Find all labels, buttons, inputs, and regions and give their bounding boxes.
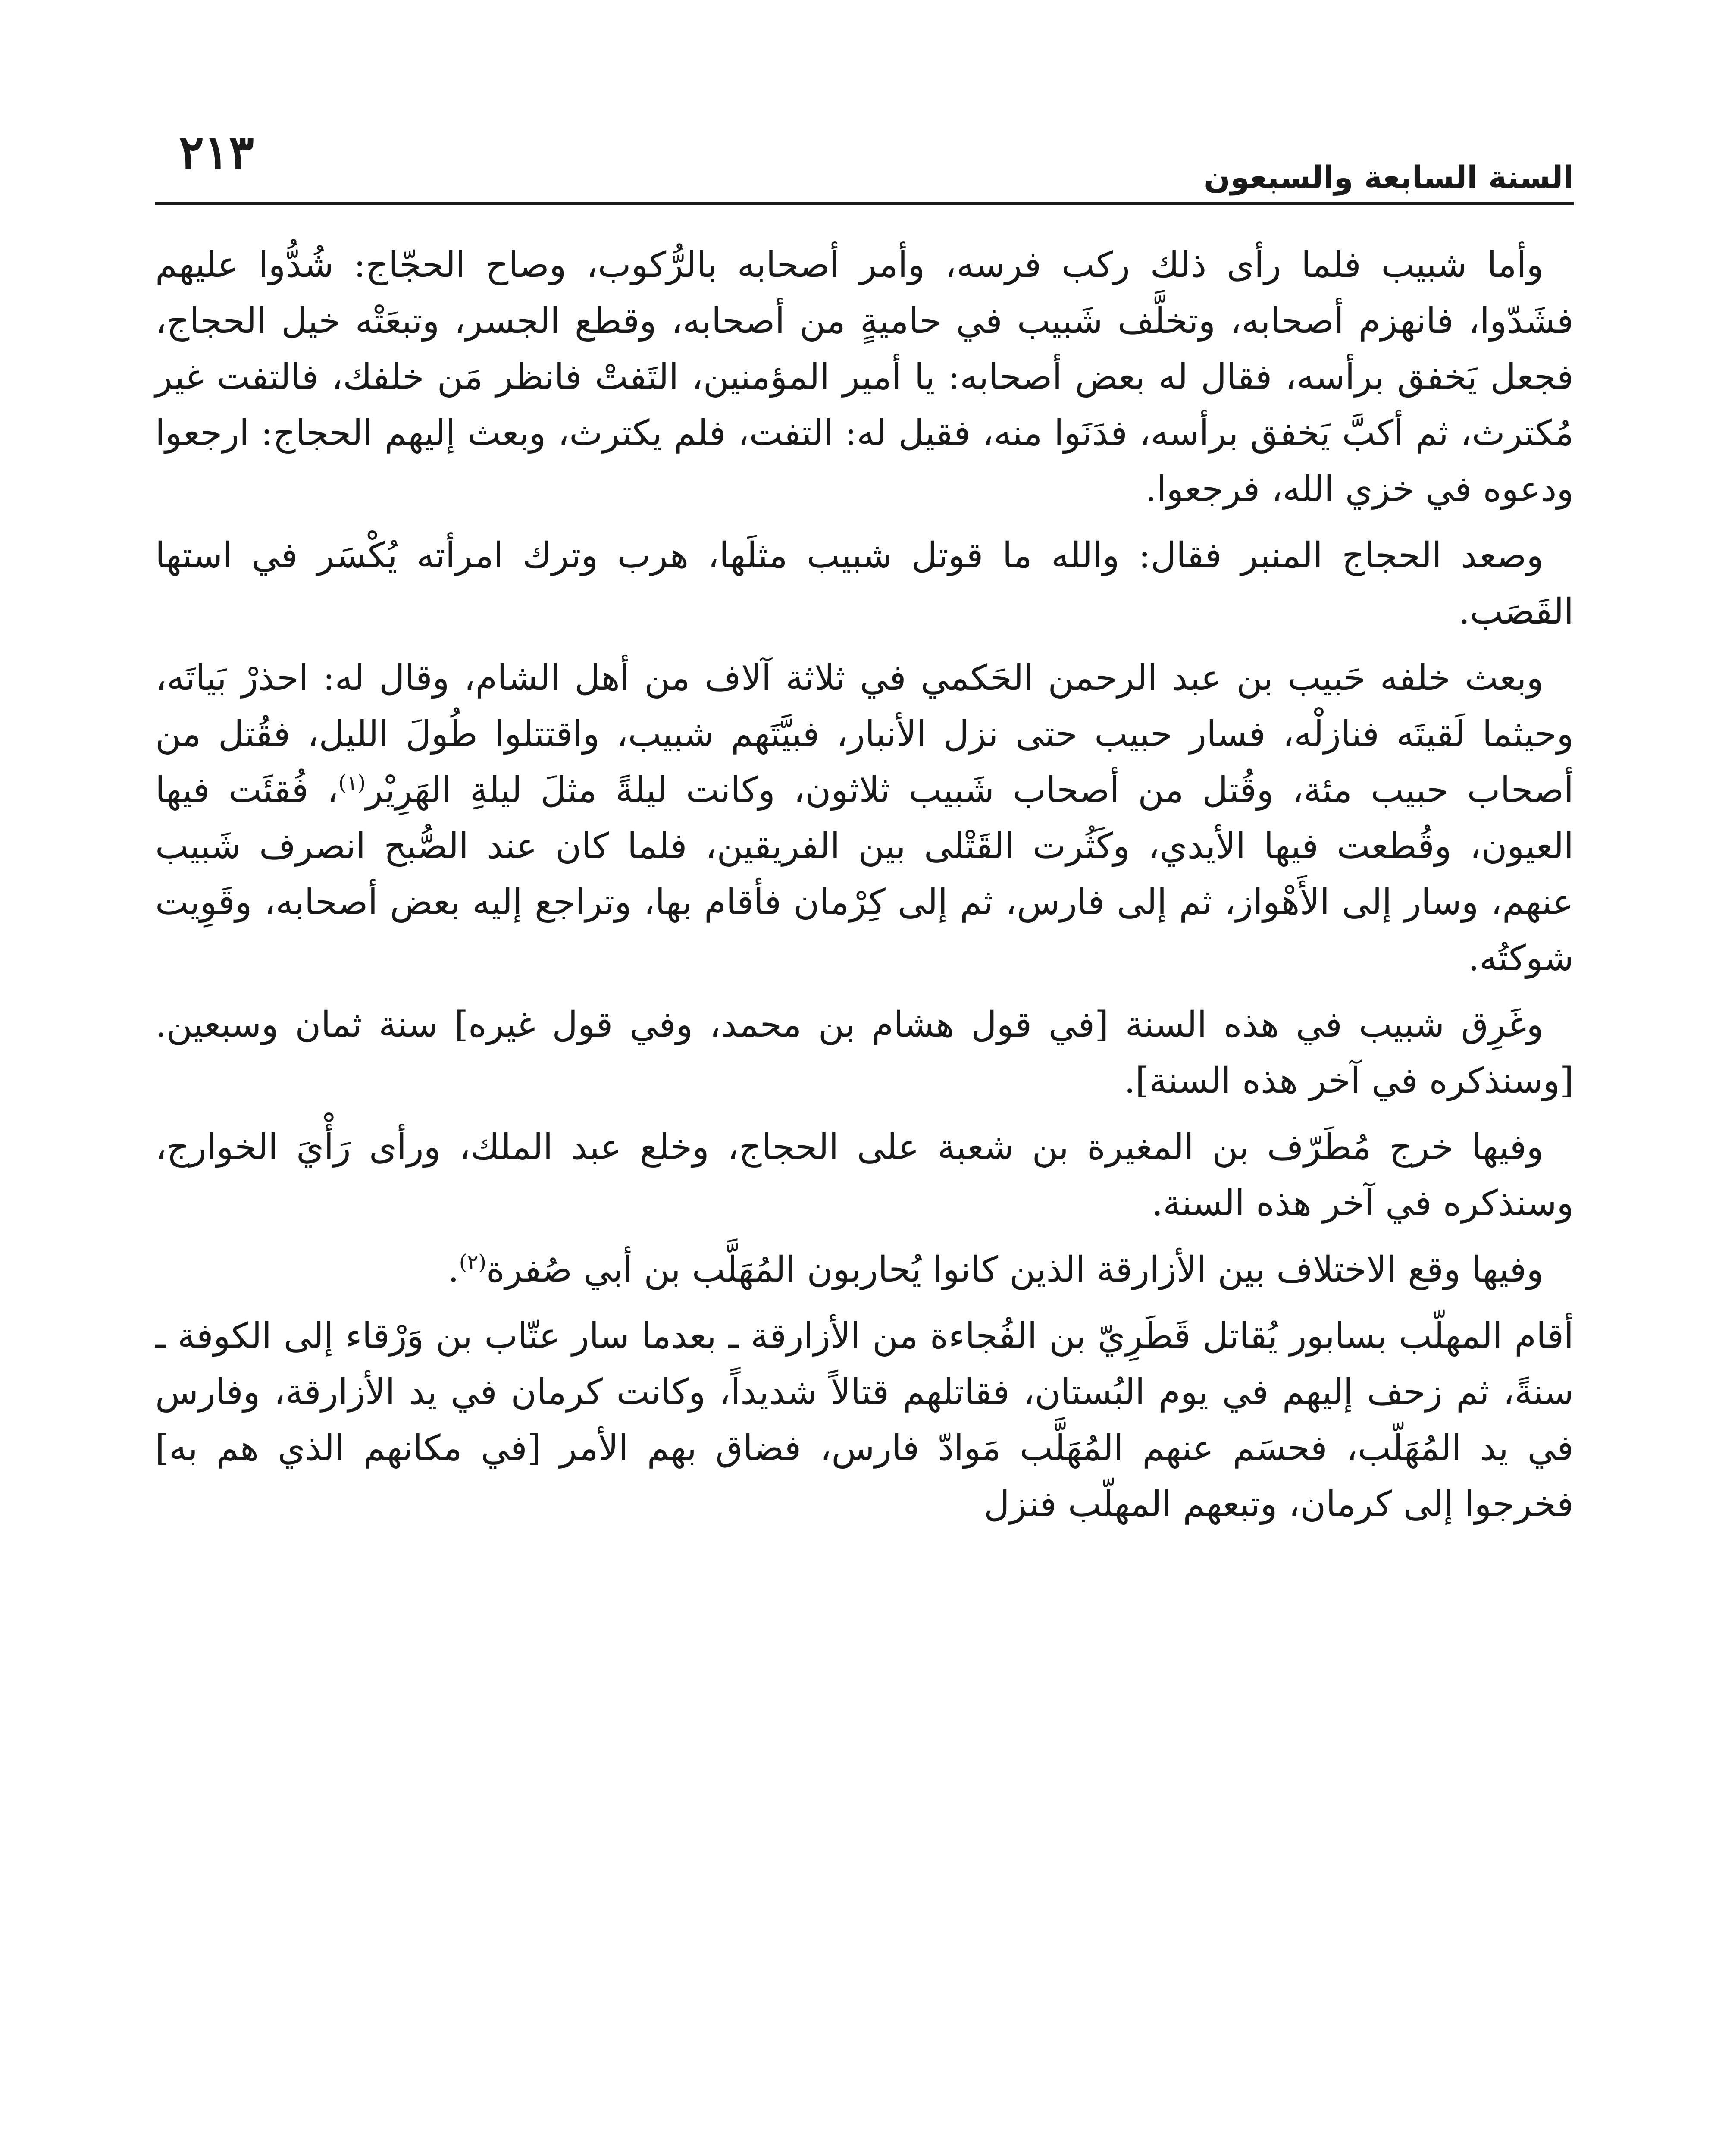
paragraph-6-text: وفيها وقع الاختلاف بين الأزارقة الذين كانوا يُحاربون المُهَلَّب بن أبي صُفرة xyxy=(486,1249,1544,1290)
paragraph-3-part-2: ، فُقئَت فيها العيون، وقُطعت فيها الأيدي، وكَثُرت القَتْلى بين الفريقين، فلما كان عند الصُّبح انصرف شَبيب عنهم، وسار إلى الأَهْواز، ثم إلى فارس، ثم إلى كِرْمان فأقام بها، وتراجع إليه بعض أصحابه، وقَوِيت شوكتُه. xyxy=(155,770,1574,979)
paragraph-3 xyxy=(155,650,1574,987)
paragraph-2: وصعد الحجاج المنبر فقال: والله ما قوتل شبيب مثلَها، هرب وترك امرأته يُكْسَر في استها القَصَب. xyxy=(155,535,1574,632)
paragraph-5: وفيها خرج مُطَرّف بن المغيرة بن شعبة على الحجاج، وخلع عبد الملك، ورأى رَأْيَ الخوارج، وسنذكره في آخر هذه السنة. xyxy=(155,1127,1574,1224)
paragraph-1: وأما شبيب فلما رأى ذلك ركب فرسه، وأمر أصحابه بالرُّكوب، وصاح الحجّاج: شُدُّوا عليهم فشَدّوا، فانهزم أصحابه، وتخلَّف شَبيب في حاميةٍ من أصحابه، وقطع الجسر، وتبعَتْه خيل الحجاج، فجعل يَخفق برأسه، فقال له بعض أصحابه: يا أمير المؤمنين، التَفتْ فانظر مَن خلفك، فالتفت غير مُكترث، ثم أكبَّ يَخفق برأسه، فدَنَوا منه، فقيل له: التفت، فلم يكترث، وبعث إليهم الحجاج: ارجعوا ودعوه في خزي الله، فرجعوا. xyxy=(155,244,1574,510)
book-page xyxy=(155,103,1574,2156)
footnote-ref-2: (٢) xyxy=(459,1250,486,1275)
footnote-ref-1: (١) xyxy=(338,771,366,795)
running-title: السنة السابعة والسبعون xyxy=(1204,159,1574,195)
paragraph-7: أقام المهلّب بسابور يُقاتل قَطَرِيّ بن الفُجاءة من الأزارقة ـ بعدما سار عتّاب بن وَرْقاء إلى الكوفة ـ سنةً، ثم زحف إليهم في يوم البُستان، فقاتلهم قتالاً شديداً، وكانت كرمان في يد الأزارقة، وفارس في يد المُهَلّب، فحسَم عنهم المُهَلَّب مَوادّ فارس، فضاق بهم الأمر [في مكانهم الذي هم به] فخرجوا إلى كرمان، وتبعهم المهلّب فنزل xyxy=(155,1316,1574,1525)
header-divider xyxy=(155,202,1574,205)
paragraph-6 xyxy=(155,1242,1574,1298)
paragraph-4: وغَرِق شبيب في هذه السنة [في قول هشام بن محمد، وفي قول غيره] سنة ثمان وسبعين. [وسنذكره في آخر هذه السنة]. xyxy=(155,1004,1574,1101)
main-text xyxy=(155,237,1574,1543)
page-number: ٢١٣ xyxy=(179,125,254,180)
page-header xyxy=(155,103,1574,207)
paragraph-6-end: . xyxy=(448,1249,459,1290)
paragraph-3-part-1: وبعث خلفه حَبيب بن عبد الرحمن الحَكمي في ثلاثة آلاف من أهل الشام، وقال له: احذرْ بَياتَه، وحيثما لَقيتَه فنازلْه، فسار حبيب حتى نزل الأنبار، فبيَّتَهم شبيب، واقتتلوا طُولَ الليل، فقُتل من أصحاب حبيب مئة، وقُتل من أصحاب شَبيب ثلاثون، وكانت ليلةً مثلَ ليلةِ الهَرِيْر xyxy=(155,658,1574,811)
